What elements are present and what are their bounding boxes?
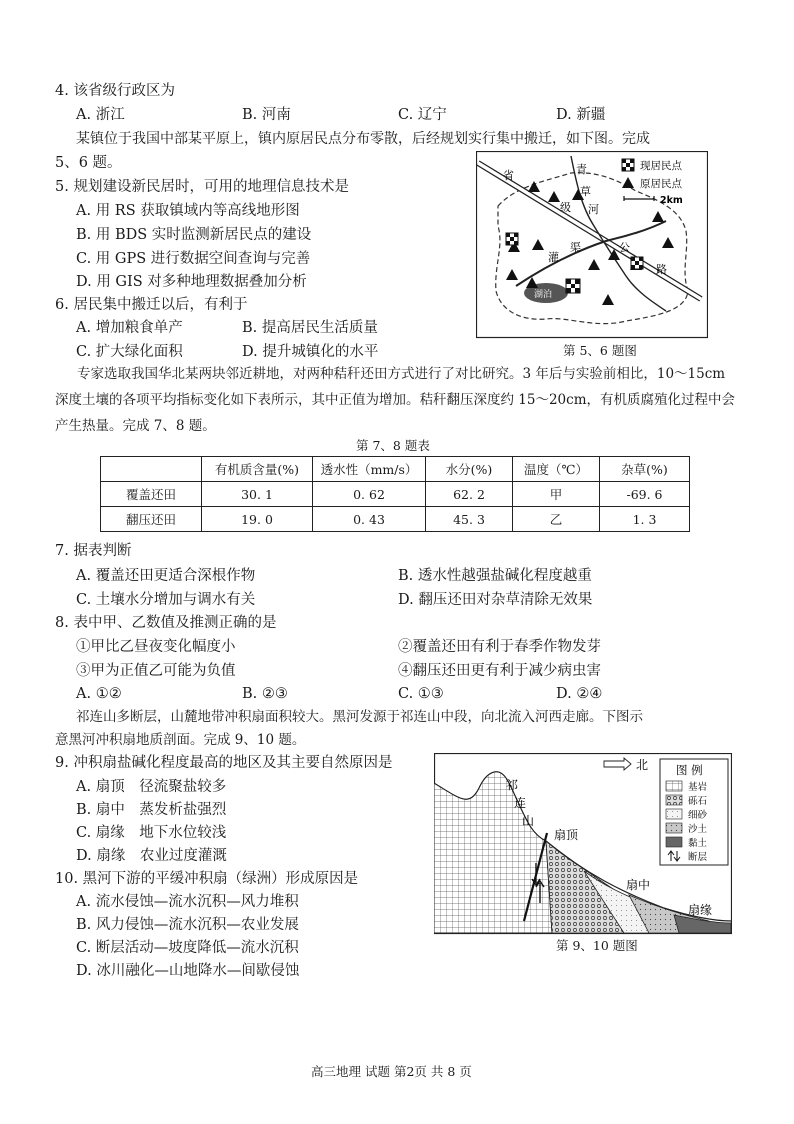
town-resettlement-map bbox=[476, 151, 708, 341]
canal-label-guan: 灌 bbox=[548, 251, 559, 264]
legend-fault: 断层 bbox=[688, 852, 708, 863]
q7-option-d: D. 翻压还田对杂草清除无效果 bbox=[398, 592, 593, 608]
table-cell: 覆盖还田 bbox=[101, 482, 202, 507]
river-label-qing: 青 bbox=[576, 163, 587, 176]
q4-option-d: D. 新疆 bbox=[556, 107, 606, 123]
q5-option-d: D. 用 GIS 对多种地理数据叠加分析 bbox=[76, 274, 307, 290]
q8-option-b: B. ②③ bbox=[242, 686, 288, 702]
table-cell: 0. 62 bbox=[313, 482, 426, 507]
q7-stem: 7. 据表判断 bbox=[55, 543, 132, 559]
road-label-ji: 级 bbox=[560, 201, 571, 214]
legend-old-settlement: 原居民点 bbox=[640, 178, 682, 190]
table-header-cell bbox=[101, 457, 202, 482]
q6-option-d: D. 提升城镇化的水平 bbox=[242, 344, 379, 360]
table-cell: 19. 0 bbox=[202, 507, 313, 532]
legend-gravel: 砾石 bbox=[688, 796, 708, 807]
q8-statement-2: ②覆盖还田有利于春季作物发芽 bbox=[398, 639, 601, 655]
q9-option-c: C. 扇缘 地下水位较浅 bbox=[76, 825, 227, 841]
map56-caption: 第 5、6 题图 bbox=[563, 343, 637, 358]
q8-option-c: C. ①③ bbox=[398, 686, 444, 702]
canal-label-qu: 渠 bbox=[570, 241, 581, 254]
q7-option-b: B. 透水性越强盐碱化程度越重 bbox=[398, 568, 592, 584]
q5-option-b: B. 用 BDS 实时监测新居民点的建设 bbox=[76, 227, 312, 243]
table-cell: 甲 bbox=[513, 482, 600, 507]
q6-option-b: B. 提高居民生活质量 bbox=[242, 320, 378, 336]
q10-option-b: B. 风力侵蚀—流水沉积—农业发展 bbox=[76, 917, 299, 933]
table-cell: 翻压还田 bbox=[101, 507, 202, 532]
legend-fine-sand: 细砂 bbox=[688, 810, 708, 821]
road-label-lu: 路 bbox=[656, 263, 667, 276]
river-label-he: 河 bbox=[588, 203, 599, 216]
q6-stem: 6. 居民集中搬迁以后，有利于 bbox=[55, 297, 248, 313]
north-label: 北 bbox=[636, 758, 649, 772]
table-cell: -69. 6 bbox=[600, 482, 690, 507]
legend-clay: 黏土 bbox=[688, 838, 708, 849]
q5-stem: 5. 规划建设新民居时，可用的地理信息技术是 bbox=[55, 179, 349, 195]
q8-statement-1: ①甲比乙昼夜变化幅度小 bbox=[76, 639, 236, 655]
page-footer: 高三地理 试题 第2页 共 8 页 bbox=[311, 1064, 472, 1079]
table-header-cell: 温度（℃） bbox=[513, 457, 600, 482]
legend-bedrock: 基岩 bbox=[688, 782, 708, 793]
q7-option-a: A. 覆盖还田更适合深根作物 bbox=[76, 568, 256, 584]
table-cell: 1. 3 bbox=[600, 507, 690, 532]
passage56-line1: 某镇位于我国中部某平原上，镇内原居民点分布零散，后经规划实行集中搬迁，如下图。完成 bbox=[76, 131, 650, 147]
table-header-cell: 透水性（mm/s） bbox=[313, 457, 426, 482]
q4-option-b: B. 河南 bbox=[242, 107, 291, 123]
q6-option-a: A. 增加粮食单产 bbox=[76, 320, 183, 336]
q8-option-d: D. ②④ bbox=[556, 686, 603, 702]
q10-option-c: C. 断层活动—坡度降低—流水沉积 bbox=[76, 940, 299, 956]
label-fan-edge: 扇缘 bbox=[688, 903, 713, 917]
q4-option-c: C. 辽宁 bbox=[398, 107, 447, 123]
q10-stem: 10. 黑河下游的平缓冲积扇（绿洲）形成原因是 bbox=[55, 871, 359, 887]
road-label-sheng: 省 bbox=[503, 169, 514, 182]
passage78: 专家选取我国华北某两块邻近耕地，对两种秸秆还田方式进行了对比研究。3 年后与实验前相比，10～15cm 深度土壤的各项平均指标变化如下表所示，其中正值为增加。秸秆翻压深度约 15～20cm，有机质腐殖化过程中会产生热量。完成 7、8 题。 bbox=[55, 366, 736, 434]
q9-option-d: D. 扇缘 农业过度灌溉 bbox=[76, 848, 227, 864]
q9-stem: 9. 冲积扇盐碱化程度最高的地区及其主要自然原因是 bbox=[55, 755, 393, 771]
label-qi: 祁 bbox=[506, 778, 519, 792]
q4-stem: 4. 该省级行政区为 bbox=[55, 83, 175, 99]
table-header-row bbox=[101, 457, 690, 482]
q7-option-c: C. 土壤水分增加与调水有关 bbox=[76, 592, 256, 608]
q10-option-a: A. 流水侵蚀—流水沉积—风力堆积 bbox=[76, 894, 299, 910]
fig910-caption: 第 9、10 题图 bbox=[556, 938, 638, 953]
label-shan: 山 bbox=[522, 814, 535, 828]
table-row bbox=[101, 482, 690, 507]
q4-option-a: A. 浙江 bbox=[76, 107, 125, 123]
q10-option-d: D. 冰川融化—山地降水—间歇侵蚀 bbox=[76, 963, 300, 979]
river-label-cao: 草 bbox=[580, 185, 591, 198]
q8-statement-3: ③甲为正值乙可能为负值 bbox=[76, 663, 236, 679]
table-cell: 45. 3 bbox=[426, 507, 513, 532]
table-header-cell: 有机质含量(%) bbox=[202, 457, 313, 482]
legend-sandy-soil: 沙土 bbox=[688, 824, 708, 835]
alluvial-fan-profile bbox=[434, 753, 732, 935]
table-cell: 0. 43 bbox=[313, 507, 426, 532]
lake-label: 湖泊 bbox=[534, 290, 553, 300]
q5-option-c: C. 用 GPS 进行数据空间查询与完善 bbox=[76, 251, 311, 267]
table-header-cell: 水分(%) bbox=[426, 457, 513, 482]
fig910-legend bbox=[660, 759, 728, 865]
legend-title: 图 例 bbox=[676, 763, 703, 777]
q8-option-a: A. ①② bbox=[76, 686, 122, 702]
soil-indicator-table bbox=[100, 456, 690, 532]
table-cell: 乙 bbox=[513, 507, 600, 532]
table-row bbox=[101, 507, 690, 532]
q6-option-c: C. 扩大绿化面积 bbox=[76, 344, 183, 360]
label-fan-middle: 扇中 bbox=[626, 878, 651, 892]
table-header-cell: 杂草(%) bbox=[600, 457, 690, 482]
q5-option-a: A. 用 RS 获取镇域内等高线地形图 bbox=[76, 203, 300, 219]
q9-option-a: A. 扇顶 径流聚盐较多 bbox=[76, 779, 227, 795]
table-cell: 30. 1 bbox=[202, 482, 313, 507]
q8-stem: 8. 表中甲、乙数值及推测正确的是 bbox=[55, 615, 277, 631]
q9-option-b: B. 扇中 蒸发析盐强烈 bbox=[76, 802, 227, 818]
scale-label: 2km bbox=[660, 195, 683, 206]
label-fan-top: 扇顶 bbox=[554, 828, 579, 842]
q8-statement-4: ④翻压还田更有利于减少病虫害 bbox=[398, 663, 601, 679]
label-lian: 连 bbox=[514, 796, 527, 810]
passage910-line1: 祁连山多断层，山麓地带冲积扇面积较大。黑河发源于祁连山中段，向北流入河西走廊。下图示 bbox=[76, 709, 643, 725]
legend-new-settlement: 现居民点 bbox=[640, 160, 682, 172]
table-cell: 62. 2 bbox=[426, 482, 513, 507]
table78-caption: 第 7、8 题表 bbox=[356, 438, 430, 453]
road-label-gong: 公 bbox=[619, 241, 630, 254]
passage56-line2: 5、6 题。 bbox=[55, 155, 122, 171]
passage910-line2: 意黑河冲积扇地质剖面。完成 9、10 题。 bbox=[55, 732, 306, 748]
